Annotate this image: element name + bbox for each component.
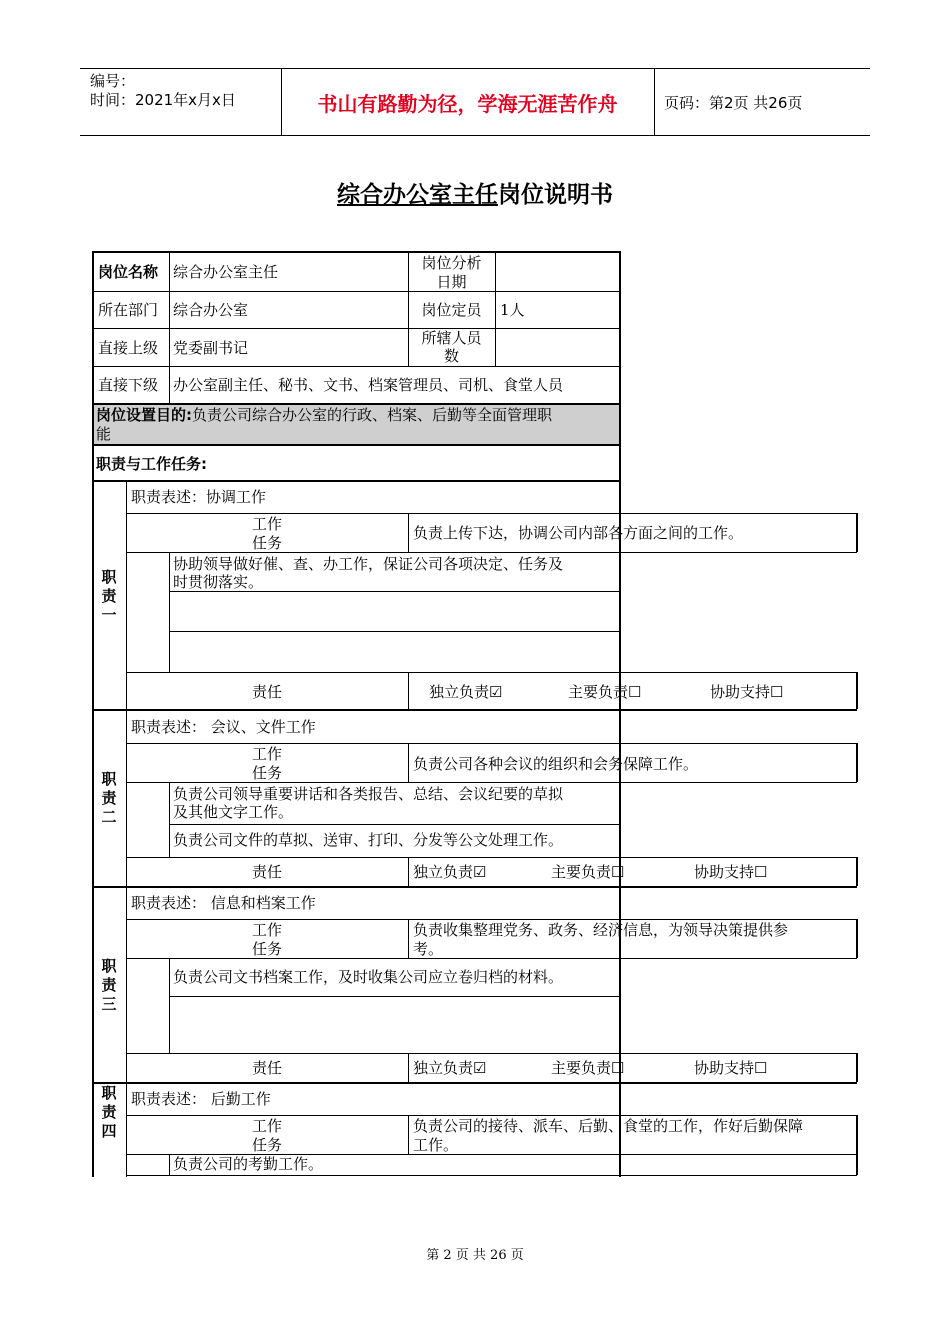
subordinate-label: 直接下级 [98, 376, 159, 394]
duty-3-task-1: 负责公司文书档案工作，及时收集公司应立卷归档的材料。 [173, 968, 564, 986]
duties-header: 职责与工作任务: [96, 455, 207, 473]
page-footer: 第 2 页 共 26 页 [426, 1248, 524, 1263]
d1-sub-col [169, 552, 170, 672]
d1-task-div [408, 513, 409, 552]
purpose-label: 岗位设置目的: [96, 406, 192, 424]
duty-1-statement: 职责表述：协调工作 [131, 488, 267, 506]
d3-task-right [856, 919, 858, 958]
duty-1-responsibility-label: 责任 [251, 683, 282, 701]
d3-task-div [408, 919, 409, 958]
d2-task-right [856, 743, 858, 782]
duty-1-task-label-1: 工作 [251, 515, 282, 533]
duty-2-task-2: 负责公司文件的草拟、送审、打印、分发等公文处理工作。 [173, 831, 564, 849]
header-number: 编号： [90, 72, 136, 90]
d2-sub-col [169, 782, 170, 857]
title-suffix: 岗位说明书 [498, 182, 613, 208]
checkbox-empty-icon[interactable]: ☐ [611, 863, 625, 881]
duty-2-task-label-1: 工作 [251, 745, 282, 763]
subordinate-value: 办公室副主任、秘书、文书、档案管理员、司机、食堂人员 [173, 376, 564, 394]
assist-label: 协助支持 [694, 863, 755, 881]
duty-3-main [551, 1059, 624, 1078]
d3-line-e [92, 1082, 857, 1084]
duty-1-label: 职责一 [101, 568, 117, 624]
d3-sub-col [169, 958, 170, 1053]
duty-1-task-summary: 负责上传下达，协调公司内部各方面之间的工作。 [413, 524, 744, 542]
assist-label: 协助支持 [710, 683, 771, 701]
row-line-6 [92, 480, 620, 482]
duty-2-statement: 职责表述： 会议、文件工作 [131, 718, 316, 736]
duty-1-assist [710, 683, 783, 702]
purpose-text-1: 负责公司综合办公室的行政、档案、后勤等全面管理职 [192, 406, 553, 424]
d2-resp-div [408, 857, 409, 886]
duty-2-responsibility-label: 责任 [251, 863, 282, 881]
duty-2-task-1b: 及其他文字工作。 [173, 803, 294, 821]
table-top-border [92, 251, 621, 253]
analysis-date-label-2: 日期 [436, 273, 467, 291]
duty-4-task-label-2: 任务 [251, 1136, 282, 1154]
d4-line-a [126, 1115, 857, 1116]
row-line-3 [92, 366, 620, 367]
d2-line-d [126, 857, 857, 858]
department-value: 综合办公室 [173, 301, 249, 319]
checkbox-checked-icon[interactable]: ☑ [489, 683, 503, 701]
superior-value: 党委副书记 [173, 339, 249, 357]
d2-line-e [92, 886, 857, 888]
duty-3-independent [413, 1059, 486, 1078]
d1-line-d [169, 631, 620, 632]
position-value: 综合办公室主任 [173, 263, 279, 281]
duty-2-main [551, 863, 624, 882]
d1-resp-div [408, 672, 409, 709]
duty-1-independent [429, 683, 502, 702]
d4-task-div [408, 1115, 409, 1154]
checkbox-empty-icon[interactable]: ☐ [754, 1059, 768, 1077]
analysis-date-label-1: 岗位分析 [421, 254, 482, 272]
duty-1-main [568, 683, 641, 702]
purpose-line-1 [96, 406, 552, 425]
independent-label: 独立负责 [413, 863, 474, 881]
header-page-info: 页码：第2页 共26页 [664, 94, 803, 112]
header-time: 时间：2021年x月x日 [90, 91, 236, 109]
duty-2-independent [413, 863, 486, 882]
row-line-4 [92, 403, 620, 405]
d4-line-c [126, 1175, 857, 1176]
duty-2-task-1a: 负责公司领导重要讲话和各类报告、总结、会议纪要的草拟 [173, 785, 564, 803]
duty-4-label: 职责四 [101, 1084, 117, 1140]
page-title [0, 181, 950, 209]
duty-2-label: 职责二 [101, 770, 117, 826]
duty-3-label: 职责三 [101, 957, 117, 1013]
checkbox-empty-icon[interactable]: ☐ [628, 683, 642, 701]
duty-2-task-label-2: 任务 [251, 764, 282, 782]
position-label: 岗位名称 [98, 263, 159, 281]
d1-line-f [92, 709, 857, 711]
independent-label: 独立负责 [429, 683, 490, 701]
duty-1-task-1a: 协助领导做好催、查、办工作，保证公司各项决定、任务及 [173, 555, 564, 573]
main-label: 主要负责 [568, 683, 629, 701]
basic-col-1 [169, 251, 170, 403]
department-label: 所在部门 [98, 301, 159, 319]
d3-right-border [619, 886, 621, 1082]
d2-line-c [169, 824, 620, 825]
checkbox-empty-icon[interactable]: ☐ [611, 1059, 625, 1077]
subordinates-count-label-1: 所辖人员 [421, 329, 482, 347]
assist-label: 协助支持 [694, 1059, 755, 1077]
duty-3-task-summary-2: 考。 [413, 940, 444, 958]
duty-2-task-summary: 负责公司各种会议的组织和会务保障工作。 [413, 755, 699, 773]
title-position: 综合办公室主任 [337, 182, 498, 208]
main-label: 主要负责 [551, 863, 612, 881]
d3-line-c [169, 996, 620, 997]
d1-task-right [856, 513, 858, 552]
checkbox-empty-icon[interactable]: ☐ [754, 863, 768, 881]
main-label: 主要负责 [551, 1059, 612, 1077]
duty-3-responsibility-label: 责任 [251, 1059, 282, 1077]
table-left-border [92, 251, 94, 1177]
d3-line-a [126, 919, 857, 920]
duty-3-task-summary-1: 负责收集整理党务、政务、经济信息，为领导决策提供参 [413, 921, 789, 939]
d1-line-e [126, 672, 857, 673]
subordinates-count-label-2: 数 [443, 347, 459, 365]
superior-label: 直接上级 [98, 339, 159, 357]
header-divider-right [654, 68, 655, 135]
duty-4-task-summary-1: 负责公司的接待、派车、后勤、食堂的工作，作好后勤保障 [413, 1117, 804, 1135]
d4-task-right [856, 1115, 858, 1175]
duty-1-task-1b: 时贯彻落实。 [173, 573, 264, 591]
duty-4-task-summary-2: 工作。 [413, 1136, 459, 1154]
d3-resp-div [408, 1053, 409, 1082]
duty-2-assist [694, 863, 767, 882]
headcount-value: 1人 [500, 301, 525, 319]
row-line-2 [92, 328, 620, 329]
d4-sub-col [169, 1154, 170, 1175]
duty-3-statement: 职责表述： 信息和档案工作 [131, 894, 316, 912]
duty-3-task-label-2: 任务 [251, 940, 282, 958]
d1-line-a [126, 513, 857, 514]
purpose-text-2: 能 [96, 425, 112, 443]
d2-resp-right [856, 857, 858, 886]
duty-3-assist [694, 1059, 767, 1078]
d3-resp-right [856, 1053, 858, 1082]
header-motto: 书山有路勤为径，学海无涯苦作舟 [317, 92, 618, 116]
duty-4-task-label-1: 工作 [251, 1117, 282, 1135]
duty-4-statement: 职责表述： 后勤工作 [131, 1090, 271, 1108]
duty-1-task-label-2: 任务 [251, 534, 282, 552]
independent-label: 独立负责 [413, 1059, 474, 1077]
duty-3-task-label-1: 工作 [251, 921, 282, 939]
d1-resp-right [856, 672, 858, 709]
row-line-5 [92, 444, 620, 446]
headcount-label: 岗位定员 [421, 301, 482, 319]
checkbox-checked-icon[interactable]: ☑ [473, 863, 487, 881]
checkbox-empty-icon[interactable]: ☐ [770, 683, 784, 701]
d2-task-div [408, 743, 409, 782]
basic-col-3 [495, 251, 496, 366]
header-top-rule [80, 68, 870, 69]
d3-line-d [126, 1053, 857, 1054]
checkbox-checked-icon[interactable]: ☑ [473, 1059, 487, 1077]
row-line-1 [92, 291, 620, 292]
duty-4-task-1: 负责公司的考勤工作。 [173, 1155, 324, 1173]
d2-right-border [619, 709, 621, 886]
d1-right-border [619, 480, 621, 709]
header-bottom-rule [80, 135, 870, 136]
d2-line-a [126, 743, 857, 744]
